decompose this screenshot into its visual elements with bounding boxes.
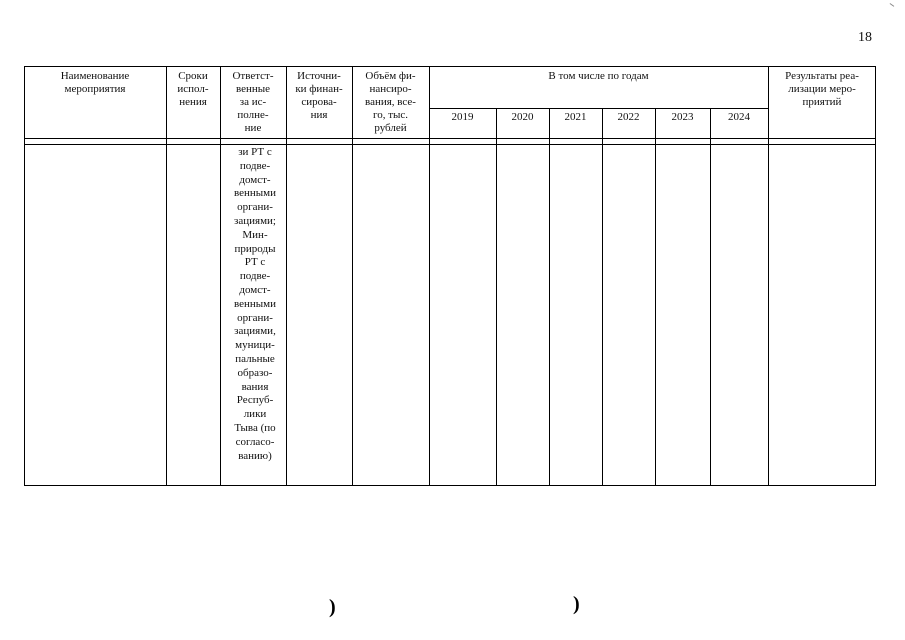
page-number: 18 bbox=[858, 30, 872, 45]
scan-corner-mark bbox=[887, 3, 895, 11]
column-divider bbox=[496, 108, 497, 486]
header-by-years: В том числе по годам bbox=[548, 70, 649, 82]
column-divider bbox=[549, 108, 550, 486]
header-bottom-line-double bbox=[24, 144, 876, 145]
scan-mark-right: ) bbox=[573, 593, 580, 615]
header-sources: Источни- ки финан- сирова- ния bbox=[295, 70, 343, 121]
responsible-cell: зи РТ с подве- домст- венными органи- зациями; Мин- природы РТ с подве- домст- венными органи- зациями, муници- пальные образо- вания Респуб- лики Тыва (по согласо- ванию) bbox=[233, 146, 277, 462]
column-divider bbox=[166, 66, 167, 486]
year-header-2020: 2020 bbox=[511, 111, 534, 123]
year-header-2023: 2023 bbox=[671, 111, 694, 123]
year-header-2021: 2021 bbox=[564, 111, 587, 123]
year-header-2019: 2019 bbox=[451, 111, 474, 123]
header-terms: Сроки испол- нения bbox=[177, 70, 209, 108]
header-bottom-line bbox=[24, 138, 876, 139]
header-results: Результаты реа- лизации меро- приятий bbox=[785, 70, 859, 108]
header-responsible: Ответст- венные за ис- полне- ние bbox=[232, 70, 274, 134]
column-divider bbox=[429, 66, 430, 486]
year-header-2022: 2022 bbox=[617, 111, 640, 123]
column-divider bbox=[710, 108, 711, 486]
table-frame bbox=[24, 66, 876, 486]
scan-mark-left: ) bbox=[329, 596, 336, 618]
column-divider bbox=[768, 66, 769, 486]
column-divider bbox=[286, 66, 287, 486]
column-divider bbox=[602, 108, 603, 486]
column-divider bbox=[655, 108, 656, 486]
header-volume: Объём фи- нансиро- вания, все- го, тыс. рублей bbox=[365, 70, 416, 134]
years-header-divider bbox=[429, 108, 768, 109]
header-name: Наименование мероприятия bbox=[60, 70, 130, 95]
year-header-2024: 2024 bbox=[728, 111, 750, 123]
